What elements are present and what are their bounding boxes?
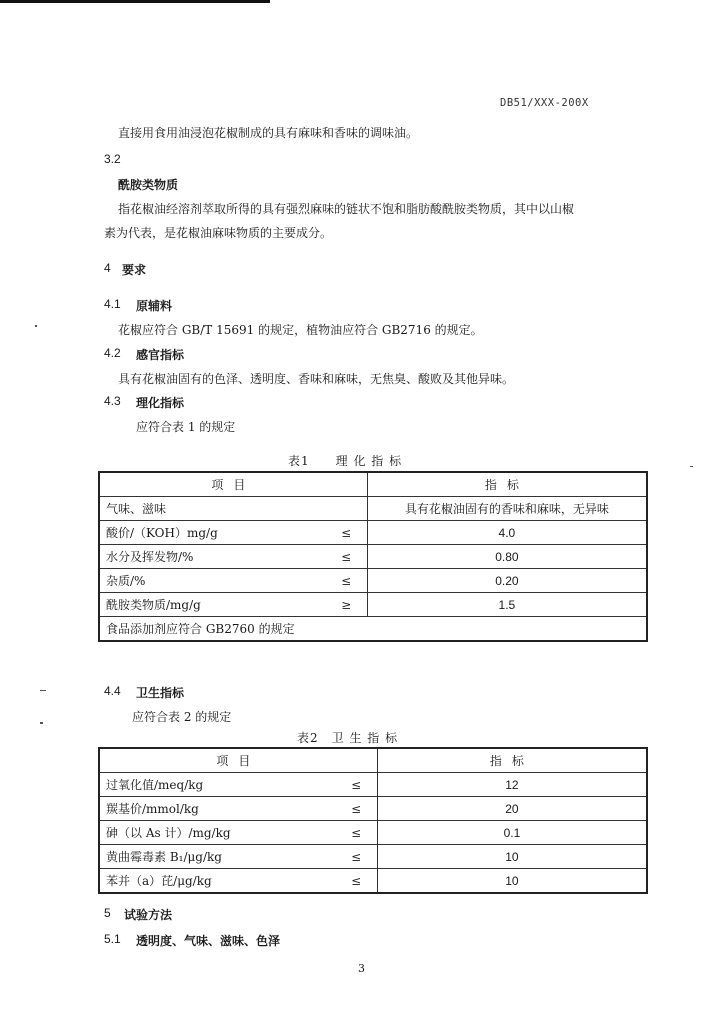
scan-speck (40, 722, 43, 724)
page-number: 3 (358, 962, 365, 975)
table-2-cell-name: 砷（以 As 计）/mg/kg (99, 821, 336, 845)
table-row (99, 617, 647, 642)
table-1-cell-value: 具有花椒油固有的香味和麻味，无异味 (367, 497, 647, 521)
section-5-title: 试验方法 (124, 908, 173, 922)
section-4-4-number: 4.4 (104, 684, 121, 698)
table-1-cell-symbol: ≥ (325, 593, 367, 617)
scan-speck (690, 466, 693, 467)
table-row (99, 773, 647, 797)
scan-speck (40, 690, 46, 691)
table-1-cell-name: 酰胺类物质/mg/g (99, 593, 325, 617)
table-row (99, 497, 647, 521)
table-2-cell-name: 苯并（a）芘/μg/kg (99, 869, 336, 894)
table-1-cell-value: 0.20 (367, 569, 647, 593)
table-1-cell-name: 水分及挥发物/% (99, 545, 325, 569)
table-1-cell-symbol: ≤ (325, 545, 367, 569)
table-row (99, 821, 647, 845)
table-2-caption: 表2 卫 生 指 标 (297, 731, 399, 745)
table-2-cell-value: 20 (377, 797, 647, 821)
table-2-cell-value: 0.1 (377, 821, 647, 845)
document-code: DB51/XXX-200X (500, 97, 589, 109)
table-1-header-item: 项目 (99, 472, 367, 497)
section-4-3-title: 理化指标 (136, 396, 185, 410)
section-4-3-number: 4.3 (104, 394, 121, 408)
section-4-1-number: 4.1 (104, 297, 121, 311)
section-4-4-text: 应符合表 2 的规定 (132, 710, 232, 724)
section-4-2-number: 4.2 (104, 346, 121, 360)
table-row (99, 593, 647, 617)
section-4-2-text: 具有花椒油固有的色泽、透明度、香味和麻味，无焦臭、酸败及其他异味。 (118, 372, 515, 386)
table-1-cell-name: 气味、滋味 (99, 497, 367, 521)
definition-continuation: 直接用食用油浸泡花椒制成的具有麻味和香味的调味油。 (118, 126, 419, 140)
table-2-cell-name: 黄曲霉毒素 B₁/μg/kg (99, 845, 336, 869)
section-3-2-text-line2: 素为代表，是花椒油麻味物质的主要成分。 (104, 226, 333, 240)
section-4-4-title: 卫生指标 (136, 686, 185, 700)
section-4-title: 要求 (122, 263, 147, 277)
table-2-cell-symbol: ≤ (336, 845, 378, 869)
table-2 (98, 747, 648, 894)
table-1-cell-value: 1.5 (367, 593, 647, 617)
table-1-header-row (99, 472, 647, 497)
section-3-2-title: 酰胺类物质 (118, 178, 179, 192)
table-1-cell-name: 酸价/（KOH）mg/g (99, 521, 325, 545)
table-2-header-row (99, 748, 647, 773)
top-scan-bar (0, 0, 270, 3)
table-2-cell-symbol: ≤ (336, 773, 378, 797)
table-row (99, 545, 647, 569)
table-1 (98, 471, 648, 642)
table-2-cell-symbol: ≤ (336, 821, 378, 845)
table-1-caption: 表1 理 化 指 标 (288, 454, 403, 468)
table-2-cell-value: 10 (377, 869, 647, 894)
table-row (99, 869, 647, 894)
table-2-cell-value: 12 (377, 773, 647, 797)
table-2-cell-name: 羰基价/mmol/kg (99, 797, 336, 821)
section-4-3-text: 应符合表 1 的规定 (136, 420, 236, 434)
section-4-2-title: 感官指标 (136, 348, 185, 362)
section-5-number: 5 (104, 906, 111, 920)
table-2-header-index: 指标 (377, 748, 647, 773)
table-1-cell-value: 0.80 (367, 545, 647, 569)
table-1-cell-symbol: ≤ (325, 569, 367, 593)
table-1-cell-symbol: ≤ (325, 521, 367, 545)
table-2-cell-value: 10 (377, 845, 647, 869)
table-row (99, 797, 647, 821)
scan-speck (35, 325, 37, 327)
table-row (99, 521, 647, 545)
table-row (99, 569, 647, 593)
table-2-cell-name: 过氧化值/meq/kg (99, 773, 336, 797)
section-4-number: 4 (104, 261, 111, 275)
section-4-1-title: 原辅料 (136, 299, 173, 313)
section-5-1-number: 5.1 (104, 932, 121, 946)
table-1-header-index: 指标 (367, 472, 647, 497)
section-5-1-title: 透明度、气味、滋味、色泽 (136, 934, 281, 948)
section-3-2-number: 3.2 (104, 152, 121, 166)
table-2-header-item: 项目 (99, 748, 377, 773)
table-1-cell-value: 4.0 (367, 521, 647, 545)
table-1-cell-name: 杂质/% (99, 569, 325, 593)
table-row (99, 845, 647, 869)
section-4-1-text: 花椒应符合 GB/T 15691 的规定，植物油应符合 GB2716 的规定。 (118, 323, 483, 337)
table-2-cell-symbol: ≤ (336, 869, 378, 894)
section-3-2-text-line1: 指花椒油经溶剂萃取所得的具有强烈麻味的链状不饱和脂肪酸酰胺类物质，其中以山椒 (118, 202, 575, 216)
table-2-cell-symbol: ≤ (336, 797, 378, 821)
table-1-footer-note: 食品添加剂应符合 GB2760 的规定 (99, 617, 647, 642)
